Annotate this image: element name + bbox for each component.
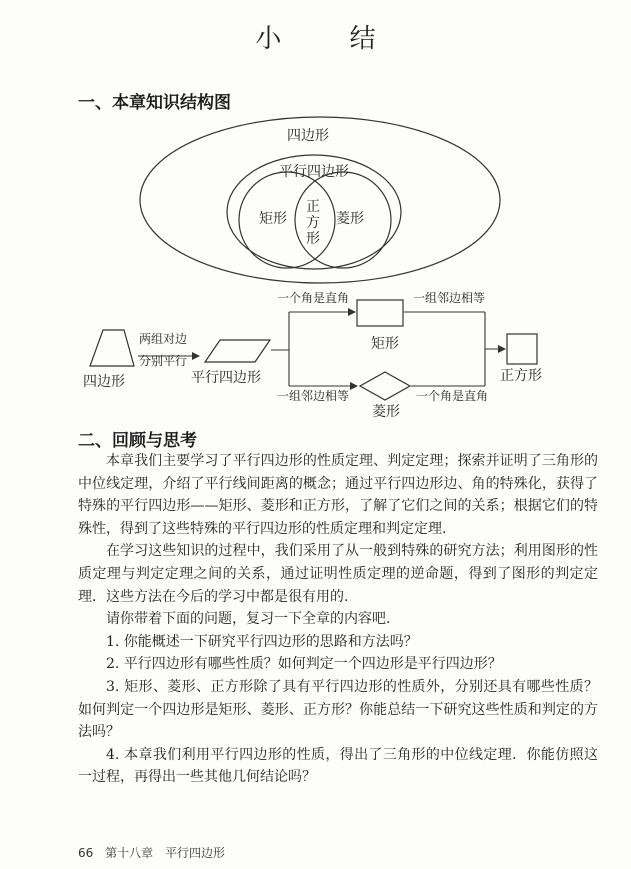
arrowhead: [350, 382, 358, 390]
question-item: 2. 平行四边形有哪些性质？如何判定一个四边形是平行四边形？: [106, 656, 502, 673]
venn-label-rectangle: 矩形: [259, 211, 287, 227]
venn-label-square-3: 形: [306, 231, 320, 247]
knowledge-structure-diagram: [0, 0, 631, 430]
flow-label-square: 正方形: [500, 368, 542, 384]
question-item: 4. 本章我们利用平行四边形的性质，得出了三角形的中位线定理．你能仿照这一过程，再得出一些其他几何结论吗？: [78, 746, 598, 786]
flow-top-right-cond: 一组邻边相等: [412, 291, 486, 305]
chapter-title: 平行四边形: [164, 846, 225, 860]
venn-label-square-2: 方: [306, 215, 320, 231]
arrowhead: [348, 308, 356, 316]
arrowhead: [498, 345, 506, 353]
flow-label-rhombus: 菱形: [372, 404, 400, 420]
page-title: 小 结: [255, 24, 406, 54]
question-item: 3. 矩形、菱形、正方形除了具有平行四边形的性质外，分别还具有哪些性质？如何判定一个四边形是矩形、菱形、正方形？你能总结一下研究这些性质和判定的方法吗？: [78, 678, 598, 741]
section-heading-review: 二、回顾与思考: [78, 431, 197, 451]
section-heading-structure: 一、本章知识结构图: [78, 93, 231, 113]
parallelogram-shape: [205, 340, 270, 362]
venn-label-quadrilateral: 四边形: [287, 128, 329, 144]
venn-label-square-1: 正: [306, 199, 320, 215]
review-body: [78, 450, 598, 789]
flow-label-parallelogram: 平行四边形: [191, 370, 261, 386]
flow-cond1-line2: 分别平行: [138, 354, 188, 368]
quadrilateral-shape: [90, 330, 134, 366]
flow-bottom-right-cond: 一个角是直角: [415, 389, 489, 403]
flow-top-cond: 一个角是直角: [276, 291, 350, 305]
question-item: 1. 你能概述一下研究平行四边形的思路和方法吗？: [106, 633, 418, 650]
rhombus-shape: [360, 372, 410, 400]
rectangle-circle: [239, 172, 335, 268]
chapter-number: 第十八章: [105, 846, 154, 860]
paragraph: 请你带着下面的问题，复习一下全章的内容吧.: [106, 611, 391, 628]
arrowhead: [192, 352, 200, 360]
rectangle-shape: [357, 300, 403, 326]
venn-label-parallelogram: 平行四边形: [279, 164, 349, 180]
flow-bottom-cond: 一组邻边相等: [276, 389, 350, 403]
venn-label-rhombus: 菱形: [336, 211, 364, 227]
flow-label-rectangle: 矩形: [371, 336, 399, 352]
page-footer: [78, 844, 233, 861]
flow-cond1-line1: 两组对边: [138, 332, 188, 346]
page-number: 66: [78, 846, 94, 860]
flow-label-quadrilateral: 四边形: [83, 374, 125, 390]
paragraph: 在学习这些知识的过程中，我们采用了从一般到特殊的研究方法；利用图形的性质定理与判定定理之间的关系，通过证明性质定理的逆命题，得到了图形的判定定理．这些方法在今后的学习中都是很有用的.: [78, 543, 598, 605]
square-shape: [507, 334, 537, 364]
paragraph: 本章我们主要学习了平行四边形的性质定理、判定定理；探索并证明了三角形的中位线定理，介绍了平行线间距离的概念；通过平行四边形边、角的特殊化，获得了特殊的平行四边形——矩形、菱形和正方形，了解了它们之间的关系；根据它们的特殊性，得到了这些特殊的平行四边形的性质定理和判定定理.: [78, 453, 598, 537]
